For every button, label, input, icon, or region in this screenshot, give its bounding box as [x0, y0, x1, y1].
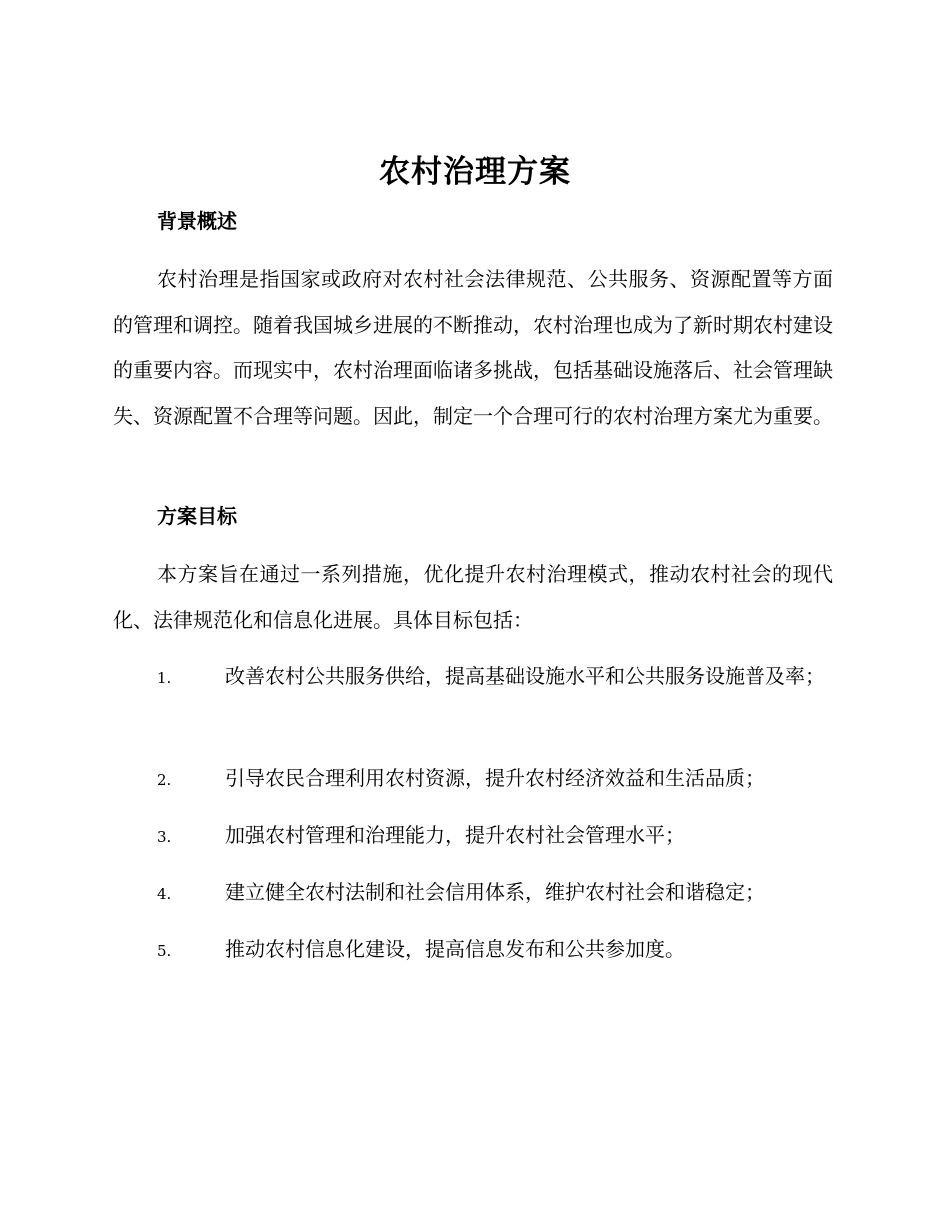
list-item-text: 建立健全农村法制和社会信用体系，维护农村社会和谐稳定；	[225, 880, 765, 904]
section-heading-goals: 方案目标	[157, 504, 237, 528]
list-item	[113, 654, 835, 702]
list-item	[113, 870, 835, 918]
list-item-number: 1.	[157, 669, 172, 687]
paragraph-background: 农村治理是指国家或政府对农村社会法律规范、公共服务、资源配置等方面的管理和调控。随着我国城乡进展的不断推动，农村治理也成为了新时期农村建设的重要内容。而现实中，农村治理面临诸多挑战，包括基础设施落后、社会管理缺失、资源配置不合理等问题。因此，制定一个合理可行的农村治理方案尤为重要。	[113, 267, 833, 428]
list-item	[113, 813, 835, 861]
list-item-number: 3.	[157, 828, 172, 846]
document-title: 农村治理方案	[379, 154, 571, 190]
list-item-number: 4.	[157, 885, 172, 903]
list-item-text: 引导农民合理利用农村资源，提升农村经济效益和生活品质；	[225, 766, 765, 790]
list-item-text: 加强农村管理和治理能力，提升农村社会管理水平；	[225, 823, 685, 847]
list-item-text: 改善农村公共服务供给，提高基础设施水平和公共服务设施普及率；	[225, 664, 825, 688]
list-item-number: 2.	[157, 771, 172, 789]
list-item	[113, 756, 835, 804]
list-item-number: 5.	[157, 942, 172, 960]
section-heading-background: 背景概述	[157, 209, 237, 233]
list-item	[113, 927, 835, 975]
list-item-text: 推动农村信息化建设，提高信息发布和公共参加度。	[225, 937, 685, 961]
paragraph-goals-intro: 本方案旨在通过一系列措施，优化提升农村治理模式，推动农村社会的现代化、法律规范化和信息化进展。具体目标包括：	[113, 562, 833, 632]
